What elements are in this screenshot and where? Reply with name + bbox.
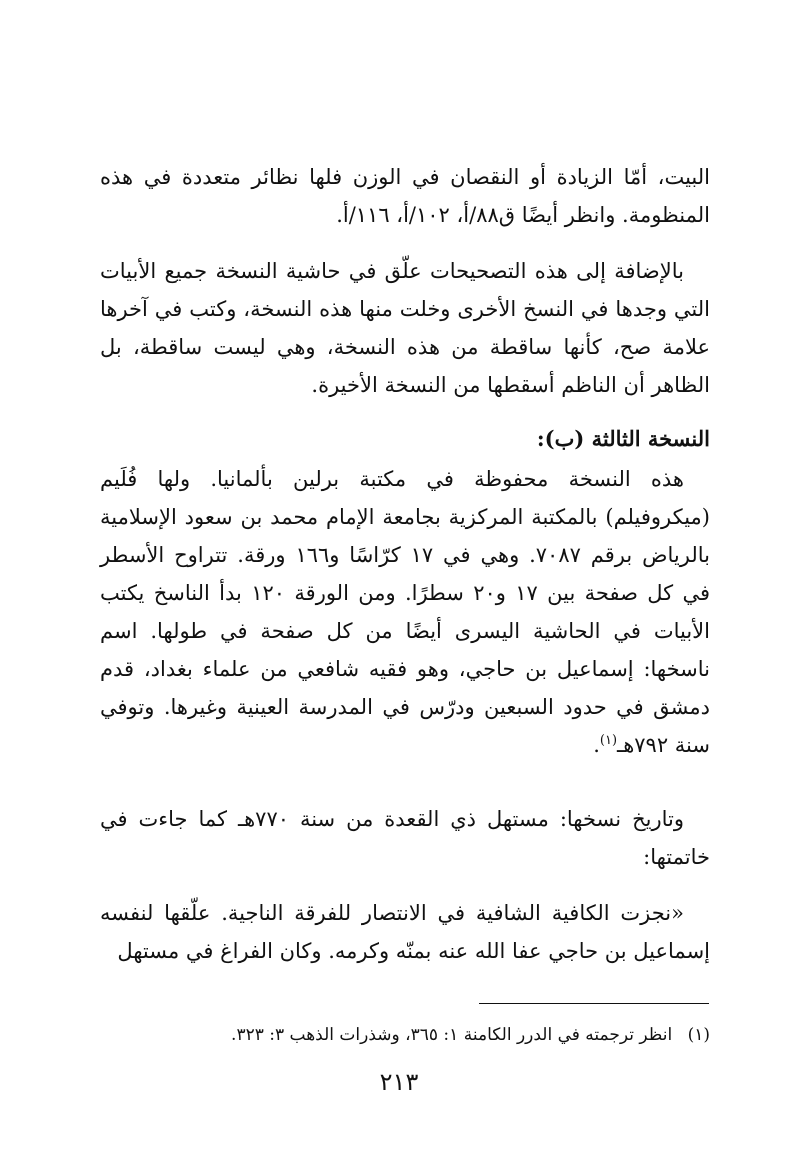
paragraph-copy-date: وتاريخ نسخها: مستهل ذي القعدة من سنة ٧٧٠هـ كما جاءت في خاتمتها: (100, 807, 710, 869)
page-number: ٢١٣ (379, 1068, 419, 1096)
footnote-divider (479, 1003, 709, 1004)
footnote-number: (١) (687, 1025, 710, 1045)
paragraph-manuscript-description (100, 460, 710, 764)
paragraph-colophon-quote: «نجزت الكافية الشافية في الانتصار للفرقة الناجية. علّقها لنفسه إسماعيل بن حاجي عفا الله عنه بمنّه وكرمه. وكان الفراغ في مستهل (100, 901, 710, 963)
paragraph-continuation: البيت، أمّا الزيادة أو النقصان في الوزن فلها نظائر متعددة في هذه المنظومة. وانظر أيضًا ق٨٨/أ، ١٠٢/أ، ١١٦/أ. (100, 165, 710, 227)
paragraph-text: هذه النسخة محفوظة في مكتبة برلين بألمانيا. ولها فُلَيم (ميكروفيلم) بالمكتبة المركزية بجامعة الإمام محمد بن سعود الإسلامية بالرياض برقم ٧٠٨٧. وهي في ١٧ كرّاسًا و١٦٦ ورقة. تتراوح الأسطر في كل صفحة بين ١٧ و٢٠ سطرًا. ومن الورقة ١٢٠ بدأ الناسخ يكتب الأبيات في الحاشية اليسرى أيضًا من كل صفحة في طولها. اسم ناسخها: إسماعيل بن حاجي، وهو فقيه شافعي من علماء بغداد، قدم دمشق في حدود السبعين ودرّس في المدرسة العينية وغيرها. وتوفي سنة ٧٩٢هـ (100, 467, 711, 757)
footnote-reference[interactable]: (١) (599, 733, 618, 748)
footnote-text: انظر ترجمته في الدرر الكامنة ١: ٣٦٥، وشذرات الذهب ٣: ٣٢٣. (231, 1025, 673, 1045)
paragraph-corrections: بالإضافة إلى هذه التصحيحات علّق في حاشية النسخة جميع الأبيات التي وجدها في النسخ الأخرى وخلت منها هذه النسخة، وكتب في آخرها علامة صح، كأنها ساقطة من هذه النسخة، وهي ليست ساقطة، بل الظاهر أن الناظم أسقطها من النسخة الأخيرة. (100, 259, 710, 397)
footnote (100, 1020, 710, 1050)
section-heading: النسخة الثالثة (ب): (536, 426, 710, 451)
paragraph-end: . (593, 733, 600, 757)
